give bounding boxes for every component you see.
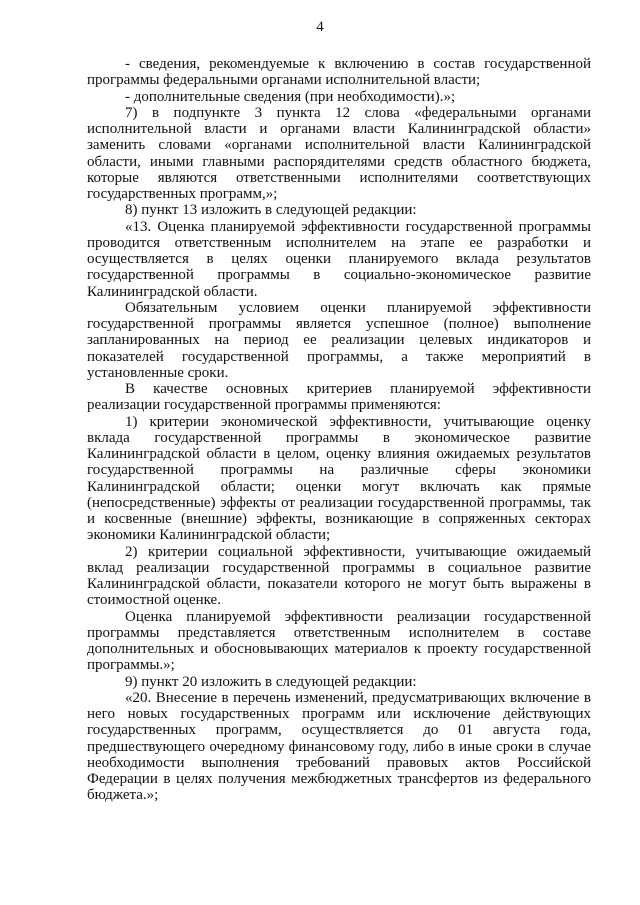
paragraph-4: 8) пункт 13 изложить в следующей редакции: bbox=[125, 202, 417, 219]
document-body bbox=[87, 56, 591, 804]
paragraph-1: - сведения, рекомендуемые к включению в состав государственной программы федеральными органами исполнительной власти; bbox=[87, 56, 591, 89]
paragraph-2: - дополнительные сведения (при необходимости).»; bbox=[125, 88, 456, 105]
paragraph-10: Оценка планируемой эффективности реализации государственной программы представляется ответственным исполнителем в составе дополнительных и обосновывающих материалов к проекту государственной программы.»; bbox=[87, 608, 591, 674]
paragraph-6: Обязательным условием оценки планируемой эффективности государственной программы является успешное (полное) выполнение запланированных на период ее реализации целевых индикаторов и показателей государственной программы, а также мероприятий в установленные сроки. bbox=[87, 299, 591, 381]
paragraph-11: 9) пункт 20 изложить в следующей редакции: bbox=[125, 673, 417, 690]
paragraph-7: В качестве основных критериев планируемой эффективности реализации государственной программы применяются: bbox=[87, 381, 591, 414]
paragraph-5: «13. Оценка планируемой эффективности государственной программы проводится ответственным исполнителем на этапе ее разработки и осуществляется в целях оценки планируемого вклада результатов государственной программы в социально-экономическое развитие Калининградской области. bbox=[87, 218, 591, 300]
paragraph-8: 1) критерии экономической эффективности, учитывающие оценку вклада государственной программы в экономическое развитие Калининградской области в целом, оценку влияния ожидаемых результатов государственной программы на различные сферы экономики Калининградской области; оценки могут включать как прямые (непосредственные) эффекты от реализации государственной программы, так и косвенные (внешние) эффекты, возникающие в сопряженных секторах экономики Калининградской области; bbox=[87, 413, 591, 544]
paragraph-9: 2) критерии социальной эффективности, учитывающие ожидаемый вклад реализации государственной программы в социальное развитие Калининградской области, показатели которого не могут быть выражены в стоимостной оценке. bbox=[87, 543, 591, 609]
paragraph-12: «20. Внесение в перечень изменений, предусматривающих включение в него новых государственных программ или исключение действующих государственных программ, осуществляется до 01 августа года, предшествующего очередному финансовому году, либо в иные сроки в случае необходимости выполнения требований правовых актов Российской Федерации в целях получения межбюджетных трансфертов из федерального бюджета.»; bbox=[87, 689, 591, 804]
paragraph-3: 7) в подпункте 3 пункта 12 слова «федеральными органами исполнительной власти и органами власти Калининградской области» заменить словами «органами исполнительной власти Калининградской области, иными главными распорядителями средств областного бюджета, которые являются ответственными исполнителями соответствующих государственных программ,»; bbox=[87, 104, 591, 202]
page-number: 4 bbox=[316, 19, 324, 35]
